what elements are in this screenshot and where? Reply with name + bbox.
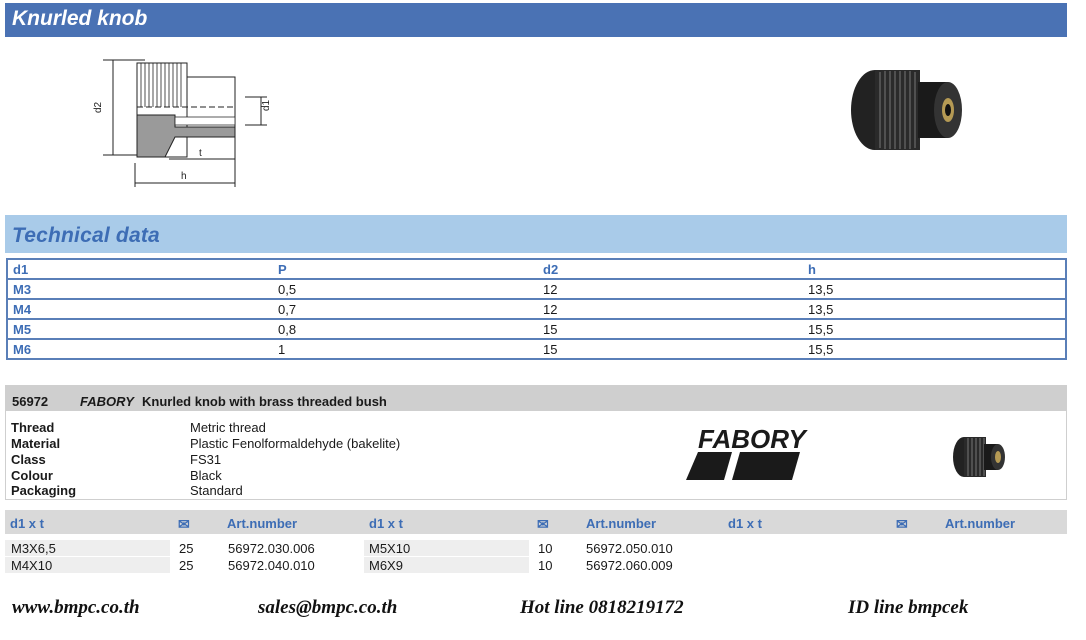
spec-key: Thread — [11, 420, 55, 435]
article-qty: 25 — [179, 558, 194, 573]
article-qty: 10 — [538, 558, 553, 573]
svg-text:FABORY: FABORY — [698, 424, 806, 454]
fabory-logo — [684, 422, 806, 482]
dim-label-t: t — [199, 148, 202, 159]
table-cell: 15,5 — [803, 319, 1066, 339]
technical-data-title: Technical data — [12, 224, 160, 247]
table-cell: 12 — [538, 279, 803, 299]
table-cell: 0,8 — [273, 319, 538, 339]
table-cell: 13,5 — [803, 279, 1066, 299]
article-qty: 10 — [538, 541, 553, 556]
article-qty: 25 — [179, 541, 194, 556]
column-header-art: Art.number — [945, 516, 1016, 531]
table-row — [7, 279, 1066, 299]
table-row — [7, 299, 1066, 319]
knob-photo — [840, 62, 970, 162]
article-size: M5X10 — [369, 541, 411, 556]
spec-value: FS31 — [190, 452, 222, 467]
table-row — [7, 339, 1066, 359]
product-brand: FABORY — [80, 394, 134, 409]
spec-key: Colour — [11, 468, 53, 483]
article-table-header — [5, 510, 1067, 534]
table-cell: 15 — [538, 339, 803, 359]
article-number: 56972.060.009 — [586, 558, 673, 573]
envelope-icon: ✉ — [178, 516, 190, 532]
column-header-size: d1 x t — [728, 516, 762, 531]
footer-hotline: Hot line 0818219172 — [520, 597, 684, 618]
table-cell: 0,5 — [273, 279, 538, 299]
technical-data-table — [6, 258, 1067, 360]
page-title: Knurled knob — [12, 7, 148, 30]
table-cell: M3 — [7, 279, 273, 299]
table-cell: 15 — [538, 319, 803, 339]
spec-value: Standard — [190, 483, 243, 498]
table-cell: 0,7 — [273, 299, 538, 319]
spec-value: Metric thread — [190, 420, 266, 435]
envelope-icon: ✉ — [537, 516, 549, 532]
column-header: P — [273, 259, 538, 279]
article-number: 56972.050.010 — [586, 541, 673, 556]
article-size: M4X10 — [11, 558, 53, 573]
table-cell: M4 — [7, 299, 273, 319]
product-code: 56972 — [12, 394, 49, 409]
spec-key: Class — [11, 452, 46, 467]
column-header-art: Art.number — [586, 516, 657, 531]
envelope-icon: ✉ — [896, 516, 908, 532]
spec-value: Black — [190, 468, 222, 483]
footer-line-id: ID line bmpcek — [848, 597, 969, 618]
product-header — [5, 385, 1067, 411]
table-cell: 15,5 — [803, 339, 1066, 359]
product-description: Knurled knob with brass threaded bush — [142, 394, 387, 409]
dim-label-h: h — [181, 171, 187, 182]
title-bar — [5, 3, 1067, 37]
table-cell: M6 — [7, 339, 273, 359]
spec-key: Material — [11, 436, 61, 451]
spec-key: Packaging — [11, 483, 77, 498]
column-header-size: d1 x t — [369, 516, 403, 531]
article-number: 56972.040.010 — [228, 558, 315, 573]
article-size: M6X9 — [369, 558, 403, 573]
table-cell: 13,5 — [803, 299, 1066, 319]
footer-website[interactable]: www.bmpc.co.th — [12, 597, 140, 618]
dim-label-d2: d2 — [93, 101, 104, 113]
table-row — [7, 319, 1066, 339]
dim-label-d1: d1 — [261, 99, 272, 111]
table-cell: 12 — [538, 299, 803, 319]
column-header-art: Art.number — [227, 516, 298, 531]
table-cell: M5 — [7, 319, 273, 339]
column-header: h — [803, 259, 1066, 279]
article-number: 56972.030.006 — [228, 541, 315, 556]
table-cell: 1 — [273, 339, 538, 359]
knob-thumbnail — [948, 434, 1012, 480]
table-header-row — [7, 259, 1066, 279]
column-header: d2 — [538, 259, 803, 279]
spec-value: Plastic Fenolformaldehyde (bakelite) — [190, 436, 401, 451]
footer-email[interactable]: sales@bmpc.co.th — [258, 597, 398, 618]
column-header-size: d1 x t — [10, 516, 44, 531]
column-header: d1 — [7, 259, 273, 279]
article-size: M3X6,5 — [11, 541, 56, 556]
product-specs — [5, 420, 605, 500]
technical-data-bar — [5, 215, 1067, 253]
technical-drawing — [95, 55, 285, 195]
